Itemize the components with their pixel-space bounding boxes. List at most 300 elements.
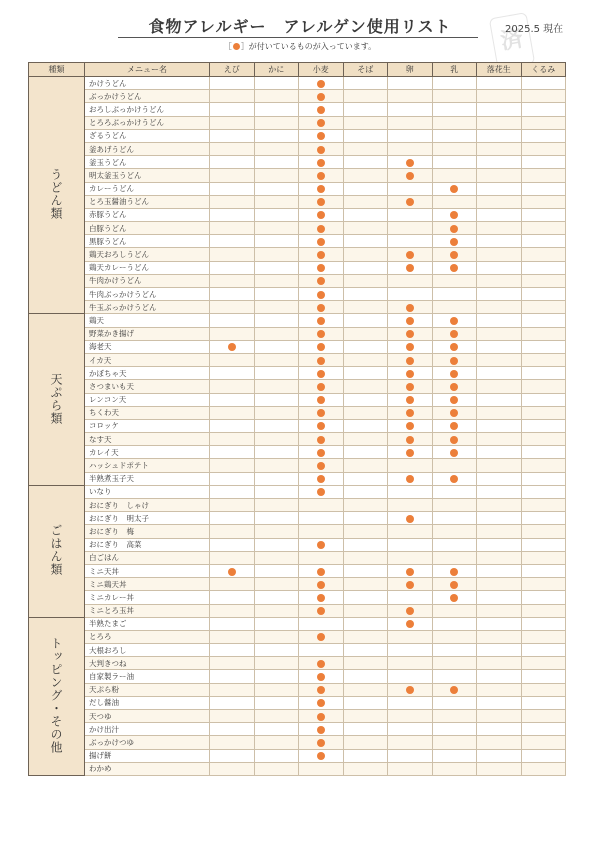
- cell-walnut: [521, 710, 566, 723]
- cell-wheat: [299, 327, 344, 340]
- cell-shrimp: [210, 103, 255, 116]
- header-wheat: 小麦: [299, 63, 344, 77]
- cell-crab: [254, 129, 299, 142]
- cell-shrimp: [210, 77, 255, 90]
- cell-egg: [388, 156, 433, 169]
- menu-item-name: おにぎり 明太子: [85, 512, 210, 525]
- cell-milk: [432, 564, 477, 577]
- table-row: [29, 314, 566, 327]
- cell-walnut: [521, 301, 566, 314]
- category-label: 天ぷら類: [49, 372, 63, 425]
- cell-wheat: [299, 710, 344, 723]
- menu-item-name: 大根おろし: [85, 644, 210, 657]
- cell-egg: [388, 222, 433, 235]
- cell-shrimp: [210, 459, 255, 472]
- allergen-dot-icon: [317, 541, 325, 549]
- table-row: [29, 749, 566, 762]
- table-row: [29, 657, 566, 670]
- allergen-dot-icon: [406, 330, 414, 338]
- cell-buckwheat: [343, 301, 388, 314]
- cell-wheat: [299, 393, 344, 406]
- cell-walnut: [521, 696, 566, 709]
- allergen-dot-icon: [406, 449, 414, 457]
- cell-shrimp: [210, 380, 255, 393]
- cell-crab: [254, 683, 299, 696]
- cell-peanut: [477, 222, 522, 235]
- cell-egg: [388, 736, 433, 749]
- cell-shrimp: [210, 274, 255, 287]
- cell-milk: [432, 499, 477, 512]
- menu-item-name: ミニ鶏天丼: [85, 578, 210, 591]
- category-label: うどん類: [49, 168, 63, 221]
- allergen-dot-icon: [450, 238, 458, 246]
- allergen-dot-icon: [317, 119, 325, 127]
- cell-egg: [388, 485, 433, 498]
- cell-peanut: [477, 274, 522, 287]
- cell-walnut: [521, 380, 566, 393]
- cell-wheat: [299, 433, 344, 446]
- cell-wheat: [299, 749, 344, 762]
- table-row: [29, 156, 566, 169]
- menu-item-name: コロッケ: [85, 419, 210, 432]
- cell-wheat: [299, 222, 344, 235]
- cell-milk: [432, 762, 477, 775]
- cell-walnut: [521, 670, 566, 683]
- allergen-dot-icon: [317, 185, 325, 193]
- cell-milk: [432, 538, 477, 551]
- menu-item-name: カレーうどん: [85, 182, 210, 195]
- table-row: [29, 591, 566, 604]
- cell-crab: [254, 723, 299, 736]
- allergen-dot-icon: [317, 488, 325, 496]
- cell-buckwheat: [343, 472, 388, 485]
- allergen-dot-icon: [406, 198, 414, 206]
- cell-walnut: [521, 591, 566, 604]
- cell-crab: [254, 169, 299, 182]
- legend-text: ］が付いているものが入っています。: [240, 42, 377, 51]
- cell-buckwheat: [343, 261, 388, 274]
- table-row: [29, 696, 566, 709]
- cell-buckwheat: [343, 512, 388, 525]
- cell-wheat: [299, 235, 344, 248]
- header-milk: 乳: [432, 63, 477, 77]
- allergen-dot-icon: [317, 277, 325, 285]
- table-row: [29, 274, 566, 287]
- cell-crab: [254, 512, 299, 525]
- cell-wheat: [299, 472, 344, 485]
- menu-item-name: 釜あげうどん: [85, 142, 210, 155]
- cell-buckwheat: [343, 169, 388, 182]
- cell-milk: [432, 222, 477, 235]
- allergen-dot-icon: [406, 568, 414, 576]
- cell-shrimp: [210, 578, 255, 591]
- header-row: [29, 63, 566, 77]
- cell-crab: [254, 235, 299, 248]
- allergen-dot-icon: [450, 594, 458, 602]
- cell-milk: [432, 696, 477, 709]
- cell-buckwheat: [343, 446, 388, 459]
- table-row: [29, 617, 566, 630]
- allergen-dot-icon: [317, 264, 325, 272]
- cell-buckwheat: [343, 723, 388, 736]
- cell-peanut: [477, 169, 522, 182]
- menu-item-name: 海老天: [85, 340, 210, 353]
- table-row: [29, 261, 566, 274]
- cell-shrimp: [210, 736, 255, 749]
- category-cell: [29, 485, 85, 617]
- cell-wheat: [299, 380, 344, 393]
- allergen-dot-icon: [317, 396, 325, 404]
- cell-peanut: [477, 644, 522, 657]
- cell-peanut: [477, 551, 522, 564]
- cell-buckwheat: [343, 406, 388, 419]
- cell-shrimp: [210, 749, 255, 762]
- table-row: [29, 103, 566, 116]
- allergen-dot-icon: [317, 106, 325, 114]
- cell-buckwheat: [343, 591, 388, 604]
- cell-walnut: [521, 578, 566, 591]
- cell-peanut: [477, 512, 522, 525]
- cell-wheat: [299, 182, 344, 195]
- cell-egg: [388, 77, 433, 90]
- menu-item-name: 半熟たまご: [85, 617, 210, 630]
- cell-milk: [432, 248, 477, 261]
- table-row: [29, 683, 566, 696]
- cell-buckwheat: [343, 564, 388, 577]
- cell-shrimp: [210, 472, 255, 485]
- allergen-dot-icon: [317, 594, 325, 602]
- cell-egg: [388, 274, 433, 287]
- cell-peanut: [477, 301, 522, 314]
- cell-peanut: [477, 591, 522, 604]
- menu-item-name: 牛玉ぶっかけうどん: [85, 301, 210, 314]
- cell-wheat: [299, 367, 344, 380]
- allergen-dot-icon: [406, 422, 414, 430]
- allergen-dot-icon: [317, 713, 325, 721]
- allergen-dot-icon: [450, 449, 458, 457]
- cell-egg: [388, 617, 433, 630]
- cell-wheat: [299, 723, 344, 736]
- cell-buckwheat: [343, 142, 388, 155]
- allergen-dot-icon: [406, 409, 414, 417]
- cell-milk: [432, 142, 477, 155]
- cell-wheat: [299, 301, 344, 314]
- cell-crab: [254, 340, 299, 353]
- cell-milk: [432, 551, 477, 564]
- cell-buckwheat: [343, 116, 388, 129]
- cell-shrimp: [210, 169, 255, 182]
- cell-wheat: [299, 353, 344, 366]
- table-row: [29, 525, 566, 538]
- allergen-dot-icon: [450, 225, 458, 233]
- cell-buckwheat: [343, 604, 388, 617]
- cell-crab: [254, 195, 299, 208]
- cell-wheat: [299, 208, 344, 221]
- cell-milk: [432, 301, 477, 314]
- cell-milk: [432, 182, 477, 195]
- cell-crab: [254, 90, 299, 103]
- cell-shrimp: [210, 367, 255, 380]
- menu-item-name: 天ぷら粉: [85, 683, 210, 696]
- allergen-dot-icon: [317, 172, 325, 180]
- allergen-dot-icon: [450, 396, 458, 404]
- cell-egg: [388, 195, 433, 208]
- table-row: [29, 288, 566, 301]
- table-row: [29, 630, 566, 643]
- cell-peanut: [477, 208, 522, 221]
- cell-peanut: [477, 564, 522, 577]
- cell-crab: [254, 380, 299, 393]
- allergen-dot-icon: [406, 396, 414, 404]
- cell-shrimp: [210, 433, 255, 446]
- category-label: トッピング・その他: [49, 636, 63, 754]
- cell-crab: [254, 288, 299, 301]
- cell-milk: [432, 367, 477, 380]
- cell-walnut: [521, 235, 566, 248]
- cell-buckwheat: [343, 77, 388, 90]
- cell-egg: [388, 116, 433, 129]
- cell-walnut: [521, 142, 566, 155]
- header-menu-name: メニュー名: [85, 63, 210, 77]
- cell-egg: [388, 551, 433, 564]
- cell-egg: [388, 723, 433, 736]
- cell-walnut: [521, 222, 566, 235]
- cell-egg: [388, 248, 433, 261]
- cell-shrimp: [210, 710, 255, 723]
- allergen-dot-icon: [406, 264, 414, 272]
- allergen-dot-icon: [317, 449, 325, 457]
- cell-walnut: [521, 525, 566, 538]
- cell-peanut: [477, 406, 522, 419]
- allergen-dot-icon: [317, 357, 325, 365]
- allergen-dot-icon: [317, 304, 325, 312]
- menu-item-name: 揚げ餅: [85, 749, 210, 762]
- cell-buckwheat: [343, 670, 388, 683]
- table-row: [29, 512, 566, 525]
- menu-item-name: おにぎり しゃけ: [85, 499, 210, 512]
- cell-crab: [254, 644, 299, 657]
- cell-buckwheat: [343, 182, 388, 195]
- cell-buckwheat: [343, 393, 388, 406]
- table-row: [29, 551, 566, 564]
- cell-peanut: [477, 288, 522, 301]
- allergen-dot-icon: [406, 581, 414, 589]
- cell-buckwheat: [343, 90, 388, 103]
- cell-milk: [432, 578, 477, 591]
- cell-shrimp: [210, 551, 255, 564]
- cell-wheat: [299, 274, 344, 287]
- header-shrimp: えび: [210, 63, 255, 77]
- cell-crab: [254, 248, 299, 261]
- allergen-dot-icon: [317, 383, 325, 391]
- cell-milk: [432, 90, 477, 103]
- cell-wheat: [299, 248, 344, 261]
- cell-egg: [388, 525, 433, 538]
- cell-milk: [432, 327, 477, 340]
- cell-egg: [388, 472, 433, 485]
- cell-walnut: [521, 367, 566, 380]
- cell-egg: [388, 314, 433, 327]
- allergen-dot-icon: [450, 343, 458, 351]
- legend: [200, 41, 400, 52]
- cell-shrimp: [210, 156, 255, 169]
- table-row: [29, 340, 566, 353]
- cell-peanut: [477, 538, 522, 551]
- cell-egg: [388, 433, 433, 446]
- cell-walnut: [521, 551, 566, 564]
- table-row: [29, 169, 566, 182]
- menu-item-name: 自家製ラー油: [85, 670, 210, 683]
- cell-shrimp: [210, 538, 255, 551]
- cell-walnut: [521, 77, 566, 90]
- cell-buckwheat: [343, 235, 388, 248]
- allergen-dot-icon: [450, 211, 458, 219]
- cell-crab: [254, 736, 299, 749]
- allergen-dot-icon: [317, 726, 325, 734]
- cell-crab: [254, 762, 299, 775]
- cell-egg: [388, 762, 433, 775]
- allergen-dot-icon: [317, 475, 325, 483]
- cell-peanut: [477, 710, 522, 723]
- menu-item-name: ハッシュドポテト: [85, 459, 210, 472]
- table-row: [29, 327, 566, 340]
- cell-milk: [432, 314, 477, 327]
- cell-buckwheat: [343, 551, 388, 564]
- cell-peanut: [477, 248, 522, 261]
- category-cell: [29, 617, 85, 775]
- allergen-dot-icon: [406, 436, 414, 444]
- cell-milk: [432, 630, 477, 643]
- cell-buckwheat: [343, 485, 388, 498]
- allergen-dot-icon: [317, 686, 325, 694]
- cell-shrimp: [210, 340, 255, 353]
- cell-crab: [254, 156, 299, 169]
- cell-crab: [254, 261, 299, 274]
- cell-shrimp: [210, 512, 255, 525]
- cell-crab: [254, 406, 299, 419]
- cell-egg: [388, 604, 433, 617]
- header-category: 種類: [29, 63, 85, 77]
- menu-item-name: 牛肉かけうどん: [85, 274, 210, 287]
- legend-dot-icon: [233, 43, 240, 50]
- cell-walnut: [521, 103, 566, 116]
- allergen-dot-icon: [450, 383, 458, 391]
- cell-buckwheat: [343, 683, 388, 696]
- cell-egg: [388, 630, 433, 643]
- cell-buckwheat: [343, 129, 388, 142]
- cell-milk: [432, 274, 477, 287]
- cell-walnut: [521, 762, 566, 775]
- cell-crab: [254, 367, 299, 380]
- cell-buckwheat: [343, 578, 388, 591]
- cell-peanut: [477, 736, 522, 749]
- cell-buckwheat: [343, 696, 388, 709]
- cell-crab: [254, 749, 299, 762]
- cell-crab: [254, 433, 299, 446]
- cell-peanut: [477, 90, 522, 103]
- cell-walnut: [521, 538, 566, 551]
- cell-shrimp: [210, 630, 255, 643]
- cell-egg: [388, 710, 433, 723]
- cell-milk: [432, 723, 477, 736]
- cell-shrimp: [210, 591, 255, 604]
- allergen-dot-icon: [450, 422, 458, 430]
- menu-item-name: ざるうどん: [85, 129, 210, 142]
- cell-walnut: [521, 446, 566, 459]
- cell-milk: [432, 235, 477, 248]
- cell-milk: [432, 340, 477, 353]
- menu-item-name: 野菜かき揚げ: [85, 327, 210, 340]
- menu-item-name: とろろ: [85, 630, 210, 643]
- menu-item-name: とろ玉醤油うどん: [85, 195, 210, 208]
- cell-egg: [388, 235, 433, 248]
- title-underline: [118, 37, 478, 38]
- cell-wheat: [299, 419, 344, 432]
- cell-milk: [432, 670, 477, 683]
- cell-milk: [432, 419, 477, 432]
- cell-walnut: [521, 129, 566, 142]
- cell-crab: [254, 142, 299, 155]
- header-walnut: くるみ: [521, 63, 566, 77]
- menu-item-name: 鶏天: [85, 314, 210, 327]
- menu-item-name: ぶっかけうどん: [85, 90, 210, 103]
- cell-crab: [254, 327, 299, 340]
- cell-buckwheat: [343, 380, 388, 393]
- cell-egg: [388, 644, 433, 657]
- cell-walnut: [521, 630, 566, 643]
- cell-crab: [254, 657, 299, 670]
- cell-wheat: [299, 90, 344, 103]
- cell-egg: [388, 340, 433, 353]
- category-cell: [29, 314, 85, 485]
- cell-crab: [254, 630, 299, 643]
- cell-walnut: [521, 169, 566, 182]
- received-stamp: 済: [489, 12, 535, 70]
- cell-egg: [388, 578, 433, 591]
- table-row: [29, 77, 566, 90]
- allergen-dot-icon: [406, 172, 414, 180]
- cell-milk: [432, 129, 477, 142]
- cell-buckwheat: [343, 208, 388, 221]
- cell-shrimp: [210, 142, 255, 155]
- menu-item-name: レンコン天: [85, 393, 210, 406]
- cell-buckwheat: [343, 644, 388, 657]
- cell-wheat: [299, 129, 344, 142]
- cell-peanut: [477, 182, 522, 195]
- cell-walnut: [521, 195, 566, 208]
- allergen-dot-icon: [317, 581, 325, 589]
- cell-milk: [432, 169, 477, 182]
- cell-shrimp: [210, 314, 255, 327]
- allergen-dot-icon: [406, 686, 414, 694]
- allergen-dot-icon: [317, 317, 325, 325]
- allergen-dot-icon: [317, 607, 325, 615]
- table-row: [29, 182, 566, 195]
- cell-wheat: [299, 736, 344, 749]
- cell-buckwheat: [343, 222, 388, 235]
- table-body: [29, 77, 566, 776]
- cell-milk: [432, 380, 477, 393]
- table-row: [29, 116, 566, 129]
- cell-wheat: [299, 670, 344, 683]
- menu-item-name: おにぎり 高菜: [85, 538, 210, 551]
- cell-peanut: [477, 459, 522, 472]
- cell-buckwheat: [343, 499, 388, 512]
- cell-peanut: [477, 353, 522, 366]
- cell-shrimp: [210, 248, 255, 261]
- cell-egg: [388, 367, 433, 380]
- cell-shrimp: [210, 723, 255, 736]
